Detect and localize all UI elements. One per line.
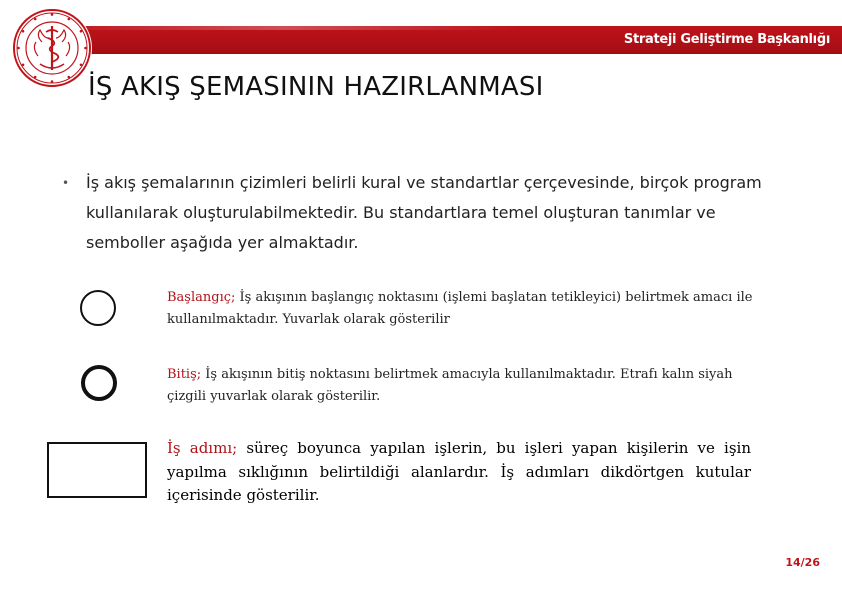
page-number: 14/26 (785, 556, 820, 569)
start-symbol-thin-circle-icon (80, 290, 116, 326)
header-bar (40, 26, 842, 54)
start-term: Başlangıç; (167, 290, 236, 305)
start-description-text: İş akışının başlangıç noktasını (işlemi başlatan tetikleyici) belirtmek amacı ile kullanılmaktadır. Yuvarlak olarak gösterilir (167, 290, 753, 327)
ministry-of-health-seal-icon (12, 8, 92, 88)
step-symbol-description (167, 437, 751, 508)
step-term: İş adımı; (167, 439, 238, 457)
header-organization-title: Strateji Geliştirme Başkanlığı (623, 32, 830, 47)
end-description-text: İş akışının bitiş noktasını belirtmek amacıyla kullanılmaktadır. Etrafı kalın siyah çizgili yuvarlak olarak gösterilir. (167, 367, 733, 404)
step-description-text: süreç boyunca yapılan işlerin, bu işleri yapan kişilerin ve işin yapılma sıklığının belirtildiği alanlardır. İş adımları dikdörtgen kutular içerisinde gösterilir. (167, 439, 751, 504)
bullet-marker: • (62, 176, 70, 190)
end-term: Bitiş; (167, 367, 202, 382)
intro-paragraph (62, 168, 782, 258)
end-symbol-thick-circle-icon (81, 365, 117, 401)
seal-svg (12, 8, 92, 88)
end-symbol-description (167, 364, 757, 408)
intro-text: İş akış şemalarının çizimleri belirli kural ve standartlar çerçevesinde, birçok program kullanılarak oluşturulabilmektedir. Bu standartlara temel oluşturan tanımlar ve semboller aşağıda yer almaktadır. (86, 173, 762, 252)
start-symbol-description (167, 287, 757, 331)
step-symbol-rectangle-icon (47, 442, 147, 498)
page-title: İŞ AKIŞ ŞEMASININ HAZIRLANMASI (88, 72, 544, 102)
header-shine (40, 26, 842, 30)
